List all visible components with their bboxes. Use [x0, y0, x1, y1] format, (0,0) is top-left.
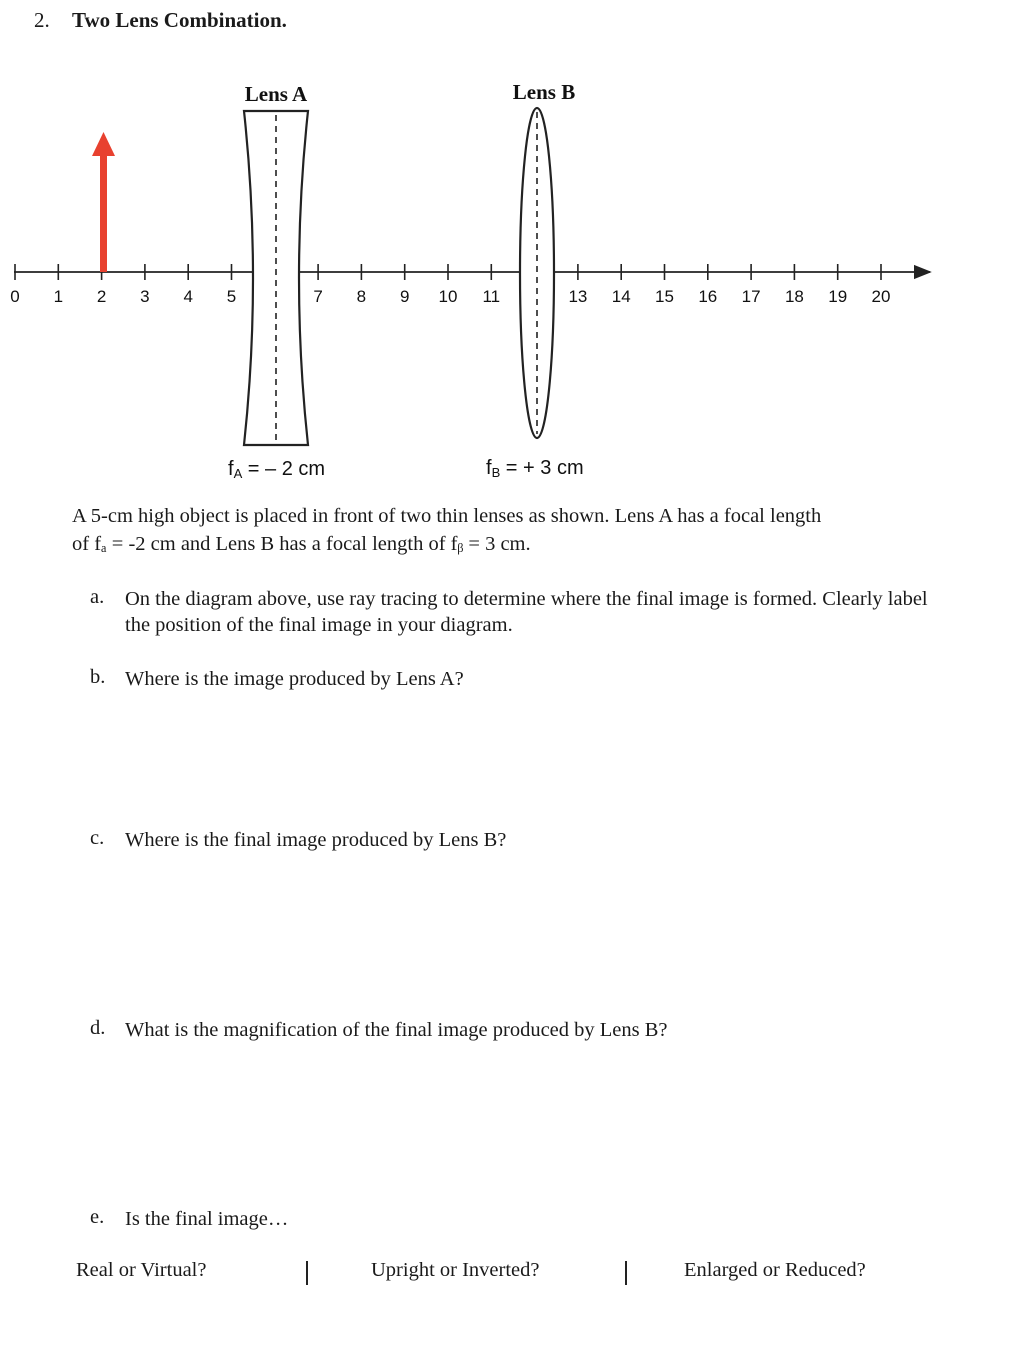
axis-tick-label: 2 [96, 287, 107, 306]
axis-tick-label: 9 [399, 287, 410, 306]
axis-tick-label: 3 [140, 287, 150, 306]
question-title: Two Lens Combination. [72, 8, 287, 32]
axis-tick-label: 8 [356, 287, 367, 306]
part-e-letter: e. [90, 1206, 105, 1228]
axis-tick-label: 10 [438, 287, 458, 306]
object-arrow-shaft [100, 152, 107, 272]
part-a-text: On the diagram above, use ray tracing to determine where the final image is formed. Clearly label the position of the final image in your diagram. [125, 588, 928, 636]
choice-enlarged-or-reduced: Enlarged or Reduced? [684, 1259, 866, 1281]
axis-tick-label: 20 [871, 287, 891, 306]
lens-a-title: Lens A [244, 82, 308, 106]
question-number: 2. [34, 8, 50, 32]
part-b-letter: b. [90, 666, 106, 688]
axis-tick-label: 1 [53, 287, 64, 306]
axis-tick-label: 17 [741, 287, 761, 306]
axis-tick-label: 11 [482, 287, 501, 306]
part-d-letter: d. [90, 1017, 106, 1039]
part-e-text: Is the final image… [125, 1208, 289, 1230]
axis-tick-label: 4 [183, 287, 193, 306]
axis-tick-label: 7 [313, 287, 323, 306]
problem-statement-line-2: of fₐ = -2 cm and Lens B has a focal length of fᵦ = 3 cm. [72, 533, 531, 555]
axis-tick-label: 5 [226, 287, 237, 306]
axis-tick-labels [10, 287, 890, 306]
choice-upright-or-inverted: Upright or Inverted? [371, 1259, 540, 1281]
axis-ticks [15, 264, 881, 280]
focal-length-a: fA = – 2 cm [228, 458, 326, 481]
lens-diagram [0, 70, 1012, 490]
axis-tick-label: 15 [655, 287, 674, 306]
object-arrow-head [92, 132, 115, 156]
focal-length-b: fB = + 3 cm [486, 457, 584, 480]
part-c-text: Where is the final image produced by Lens B? [125, 829, 507, 851]
axis-tick-label: 18 [784, 287, 804, 306]
choice-real-or-virtual: Real or Virtual? [76, 1259, 207, 1281]
object-arrow [92, 132, 115, 272]
part-a-letter: a. [90, 586, 105, 608]
choice-divider-1 [306, 1261, 308, 1285]
axis-tick-label: 16 [698, 287, 718, 306]
axis-tick-label: 13 [568, 287, 588, 306]
axis-tick-label: 0 [10, 287, 20, 306]
lens-a [244, 82, 308, 445]
part-c-letter: c. [90, 827, 105, 849]
lens-b-title: Lens B [512, 80, 576, 104]
axis-tick-label: 19 [828, 287, 848, 306]
choice-divider-2 [625, 1261, 627, 1285]
part-b-text: Where is the image produced by Lens A? [125, 668, 464, 690]
part-d-text: What is the magnification of the final image produced by Lens B? [125, 1019, 668, 1041]
problem-statement-line-1: A 5-cm high object is placed in front of two thin lenses as shown. Lens A has a focal length [72, 505, 822, 527]
axis-tick-label: 14 [611, 287, 631, 306]
lens-b [513, 80, 575, 438]
